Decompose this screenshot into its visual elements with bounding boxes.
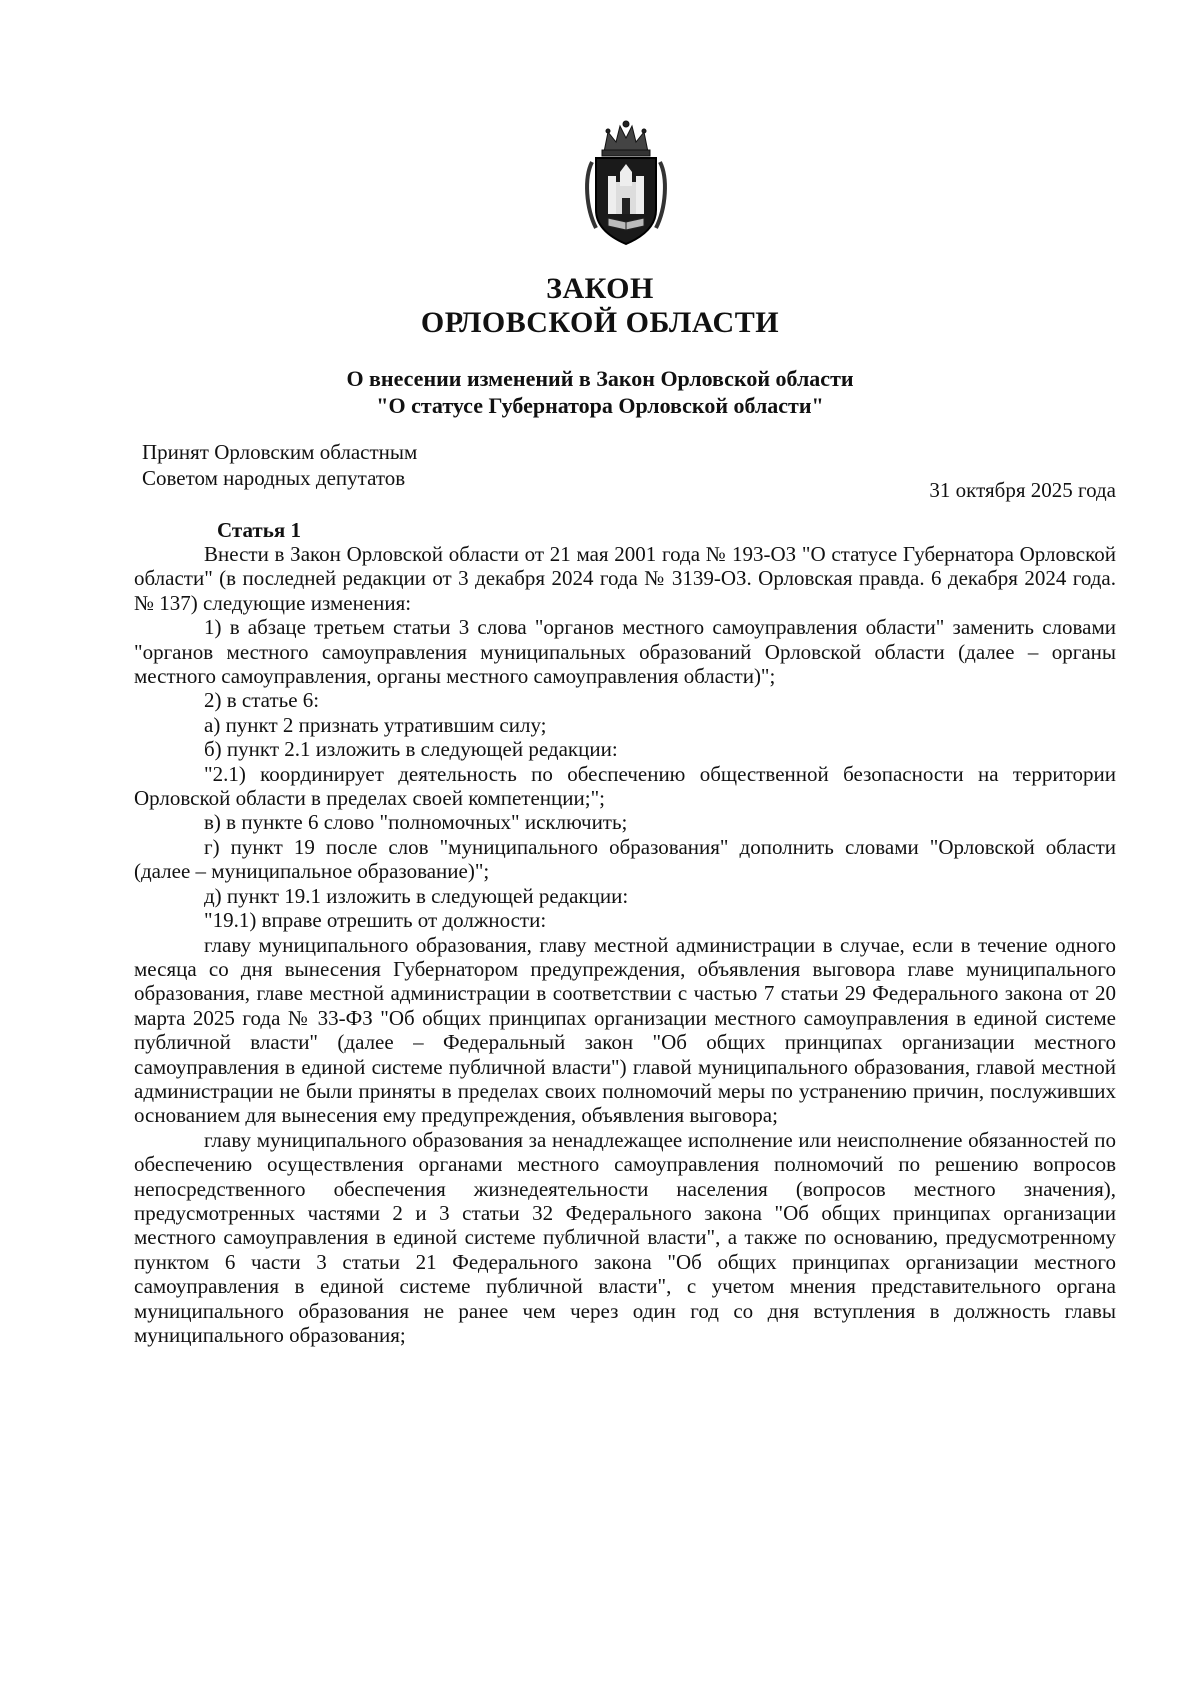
paragraph: г) пункт 19 после слов "муниципального образования" дополнить словами "Орловской области (далее – муниципальное образование)";: [134, 834, 1116, 884]
coat-of-arms-emblem: [574, 118, 678, 246]
paragraph: Внести в Закон Орловской области от 21 мая 2001 года № 193-ОЗ "О статусе Губернатора Орловской области" (в последней редакции от 3 декабря 2024 года № 3139-ОЗ. Орловская правда. 6 декабря 2024 года. № 137) следующие изменения:: [134, 542, 1116, 615]
adoption-body-line1: Принят Орловским областным: [142, 440, 418, 464]
law-title: ЗАКОН: [546, 272, 654, 305]
paragraph: а) пункт 2 признать утратившим силу;: [204, 712, 547, 737]
paragraph: главу муниципального образования, главу местной администрации в случае, если в течение одного месяца со дня вынесения Губернатором предупреждения, объявления выговора главе муниципального образования, главе местной администрации в соответствии с частью 7 статьи 29 Федерального закона от 20 марта 2025 года № 33-ФЗ "Об общих принципах организации местного самоуправления в единой системе публичной власти" (далее – Федеральный закон "Об общих принципах организации местного самоуправления в единой системе публичной власти") главой муниципального образования, главой местной администрации не были приняты в пределах своих полномочий меры по устранению причин, послуживших основанием для вынесения ему предупреждения, объявления выговора;: [134, 932, 1116, 1128]
shield-icon: [596, 158, 656, 244]
paragraph: 2) в статье 6:: [204, 688, 320, 713]
paragraph: в) в пункте 6 слово "полномочных" исключить;: [204, 810, 628, 835]
article-heading: Статья 1: [217, 518, 301, 542]
paragraph: б) пункт 2.1 изложить в следующей редакции:: [204, 737, 618, 762]
paragraph: "19.1) вправе отрешить от должности:: [204, 908, 547, 933]
law-subject-line1: О внесении изменений в Закон Орловской области: [346, 366, 854, 391]
article-body: [134, 542, 1116, 1347]
paragraph: 1) в абзаце третьем статьи 3 слова "органов местного самоуправления области" заменить словами "органов местного самоуправления муниципальных образований Орловской области (далее – органы местного самоуправления, органы местного самоуправления области)";: [134, 615, 1116, 689]
paragraph: главу муниципального образования за ненадлежащее исполнение или неисполнение обязанностей по обеспечению осуществления органами местного самоуправления полномочий по решению вопросов непосредственного обеспечения жизнедеятельности населения (вопросов местного значения), предусмотренных частями 2 и 3 статьи 32 Федерального закона "Об общих принципах организации местного самоуправления в единой системе публичной власти", а также по основанию, предусмотренному пунктом 6 части 3 статьи 21 Федерального закона "Об общих принципах организации местного самоуправления в единой системе публичной власти", с учетом мнения представительного органа муниципального образования не ранее чем через один год со дня вступления в должность главы муниципального образования;: [134, 1127, 1116, 1347]
law-region-title: ОРЛОВСКОЙ ОБЛАСТИ: [420, 306, 780, 339]
law-subject-line2: "О статусе Губернатора Орловской области": [376, 393, 824, 418]
crown-icon: [602, 121, 650, 156]
adoption-date: 31 октября 2025 года: [929, 478, 1116, 502]
paragraph: д) пункт 19.1 изложить в следующей редакции:: [204, 883, 629, 908]
paragraph: "2.1) координирует деятельность по обеспечению общественной безопасности на территории Орловской области в пределах своей компетенции;";: [134, 761, 1116, 811]
adoption-body-line2: Советом народных депутатов: [142, 466, 406, 490]
